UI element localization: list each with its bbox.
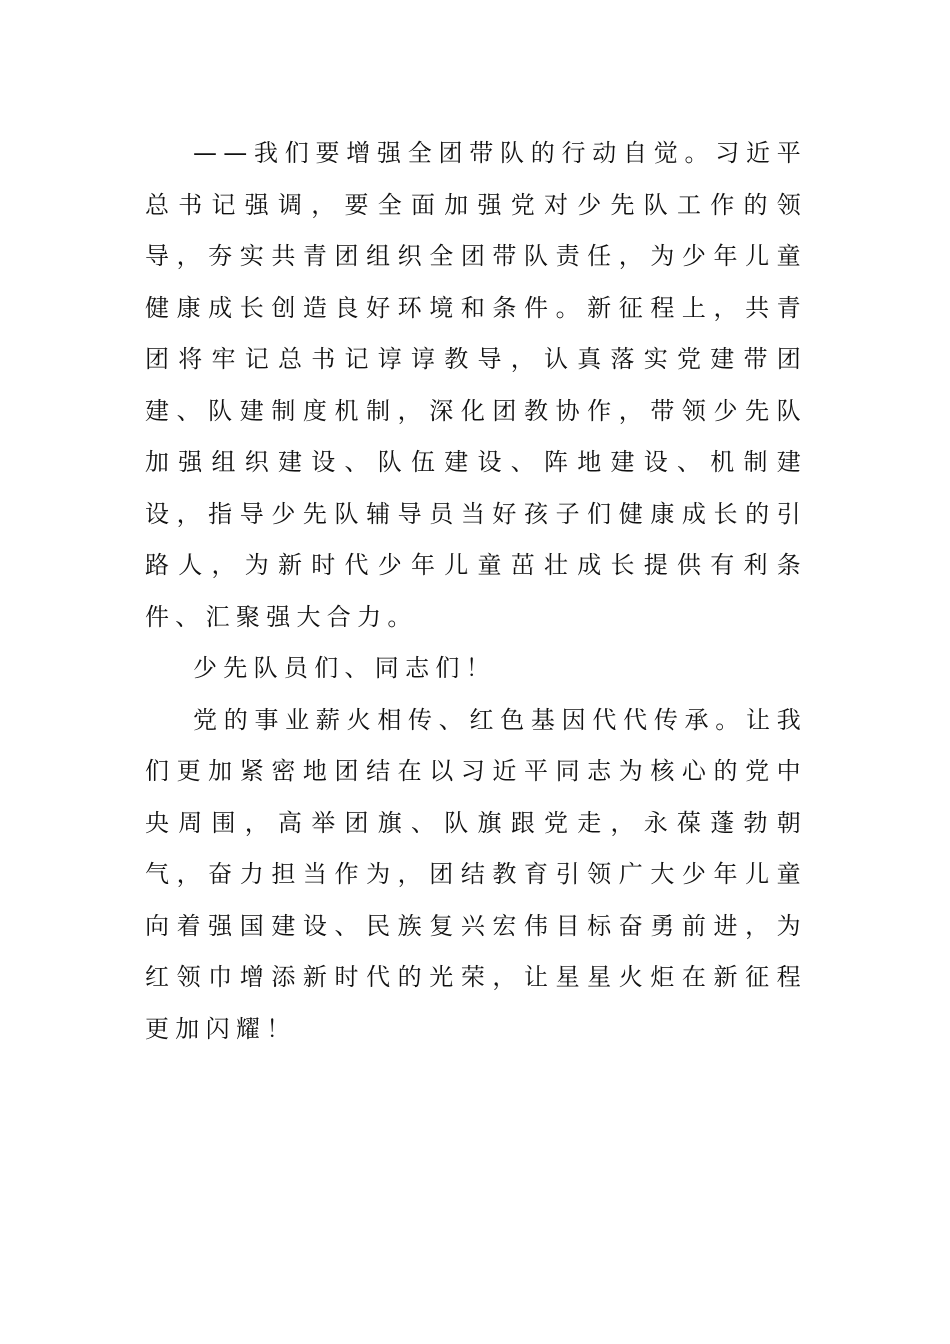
paragraph-team-leadership: ——我们要增强全团带队的行动自觉。习近平总书记强调，要全面加强党对少先队工作的领导，夯实共青团组织全团带队责任，为少年儿童健康成长创造良好环境和条件。新征程上，共青团将牢记总书记谆谆教导，认真落实党建带团建、队建制度机制，深化团教协作，带领少先队加强组织建设、队伍建设、阵地建设、机制建设，指导少先队辅导员当好孩子们健康成长的引路人，为新时代少年儿童茁壮成长提供有利条件、汇聚强大合力。 xyxy=(145,139,807,631)
paragraph-closing: 党的事业薪火相传、红色基因代代传承。让我们更加紧密地团结在以习近平同志为核心的党中央周围，高举团旗、队旗跟党走，永葆蓬勃朝气，奋力担当作为，团结教育引领广大少年儿童向着强国建设、民族复兴宏伟目标奋勇前进，为红领巾增添新时代的光荣，让星星火炬在新征程更加闪耀！ xyxy=(145,705,807,1043)
document-body xyxy=(145,128,807,1055)
paragraph-greeting: 少先队员们、同志们！ xyxy=(193,654,496,682)
